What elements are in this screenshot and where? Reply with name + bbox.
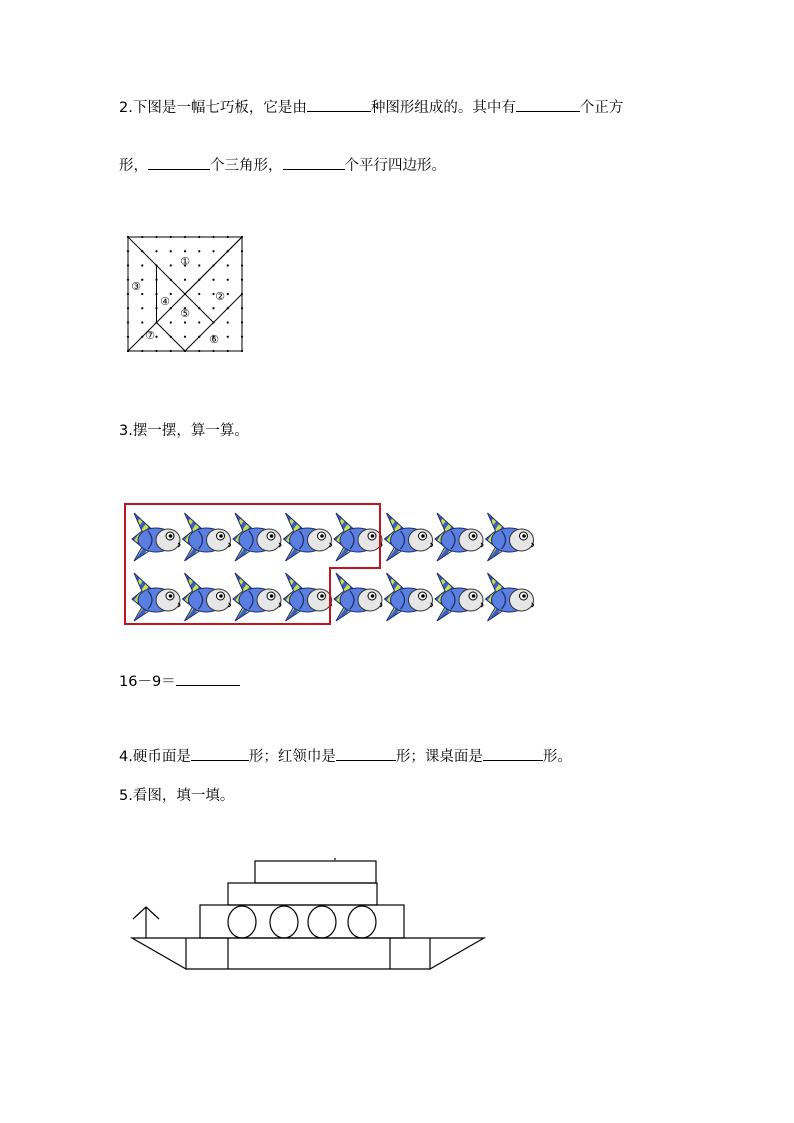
- fish: [385, 573, 433, 621]
- q4-blank-scarf[interactable]: [336, 746, 396, 761]
- grid-dot: [212, 307, 214, 309]
- fish: [385, 513, 433, 561]
- grid-dot: [198, 250, 200, 252]
- fish-picture: [120, 500, 540, 630]
- boat-middle-cabin: [228, 883, 377, 905]
- grid-dot: [227, 293, 229, 295]
- q3-answer-blank[interactable]: [176, 671, 240, 686]
- q4-text-4: 形。: [542, 749, 572, 765]
- grid-dot: [212, 250, 214, 252]
- grid-dot: [184, 279, 186, 281]
- fish: [284, 513, 332, 561]
- grid-dot: [170, 293, 172, 295]
- q4-blank-coin[interactable]: [191, 746, 249, 761]
- tangram-line: [157, 323, 186, 352]
- piece-label-4: ④: [160, 295, 170, 308]
- q2-blank-kinds[interactable]: [307, 97, 371, 112]
- fish: [233, 573, 281, 621]
- q2-blank-squares[interactable]: [516, 97, 580, 112]
- piece-label-5: ⑤: [180, 307, 190, 320]
- q2-blank-triangles[interactable]: [148, 155, 210, 170]
- boat-lower-cabin: [200, 905, 404, 938]
- piece-label-2: ②: [215, 290, 225, 303]
- q2-text-4: 形，: [119, 158, 148, 174]
- q5-title: 5.看图，填一填。: [119, 788, 235, 804]
- q4-text-3: 形；课桌面是: [395, 749, 483, 765]
- boat-window: [348, 906, 376, 938]
- grid-dot: [141, 321, 143, 323]
- fish: [334, 513, 382, 561]
- grid-dot: [227, 321, 229, 323]
- grid-dot: [184, 321, 186, 323]
- q2-blank-parallelograms[interactable]: [283, 155, 345, 170]
- boat-figure: [128, 855, 490, 975]
- boat-window: [270, 906, 298, 938]
- grid-dot: [227, 336, 229, 338]
- grid-dot: [170, 264, 172, 266]
- grid-dot: [141, 307, 143, 309]
- q2-text-1: 2.下图是一幅七巧板，它是由: [119, 100, 307, 116]
- boat-top-cabin: [255, 861, 376, 883]
- fish: [435, 573, 483, 621]
- grid-dot: [170, 250, 172, 252]
- q4-blank-desk[interactable]: [483, 746, 543, 761]
- grid-dot: [198, 321, 200, 323]
- grid-dot: [141, 264, 143, 266]
- fish: [284, 573, 332, 621]
- grid-dot: [227, 264, 229, 266]
- fish: [132, 573, 180, 621]
- q2-line2: [119, 155, 446, 176]
- grid-dot: [155, 336, 157, 338]
- grid-dot: [198, 264, 200, 266]
- q3-equation: 16－9＝: [119, 674, 176, 690]
- fish: [486, 573, 534, 621]
- boat-hull: [132, 938, 484, 969]
- fish: [183, 573, 231, 621]
- q2-text-6: 个平行四边形。: [344, 158, 446, 174]
- q2-text-2: 种图形组成的。其中有: [370, 100, 516, 116]
- piece-label-3: ③: [131, 280, 141, 293]
- q4-text-2: 形；红领巾是: [248, 749, 336, 765]
- fish: [486, 513, 534, 561]
- grid-dot: [198, 293, 200, 295]
- fish: [334, 573, 382, 621]
- q2-text-5: 个三角形，: [210, 158, 283, 174]
- grid-dot: [170, 321, 172, 323]
- q4-text-1: 4.硬币面是: [119, 749, 191, 765]
- q2-text-3: 个正方: [579, 100, 624, 116]
- fish: [132, 513, 180, 561]
- q3-title: 3.摆一摆，算一算。: [119, 423, 249, 439]
- boat-window: [228, 906, 256, 938]
- grid-dot: [227, 279, 229, 281]
- q3-equation-line: [119, 671, 240, 692]
- fish: [183, 513, 231, 561]
- grid-dot: [212, 279, 214, 281]
- tangram-figure: [126, 235, 244, 353]
- q4-line: [119, 746, 572, 767]
- fish: [233, 513, 281, 561]
- grid-dot: [141, 293, 143, 295]
- boat-window: [308, 906, 336, 938]
- piece-label-7: ⑦: [145, 329, 155, 342]
- piece-label-1: ①: [180, 255, 190, 268]
- grid-dot: [155, 250, 157, 252]
- grid-dot: [184, 250, 186, 252]
- grid-dot: [141, 279, 143, 281]
- q2-line1: [119, 97, 623, 118]
- grid-dot: [184, 336, 186, 338]
- fish: [435, 513, 483, 561]
- piece-label-6: ⑥: [209, 333, 219, 346]
